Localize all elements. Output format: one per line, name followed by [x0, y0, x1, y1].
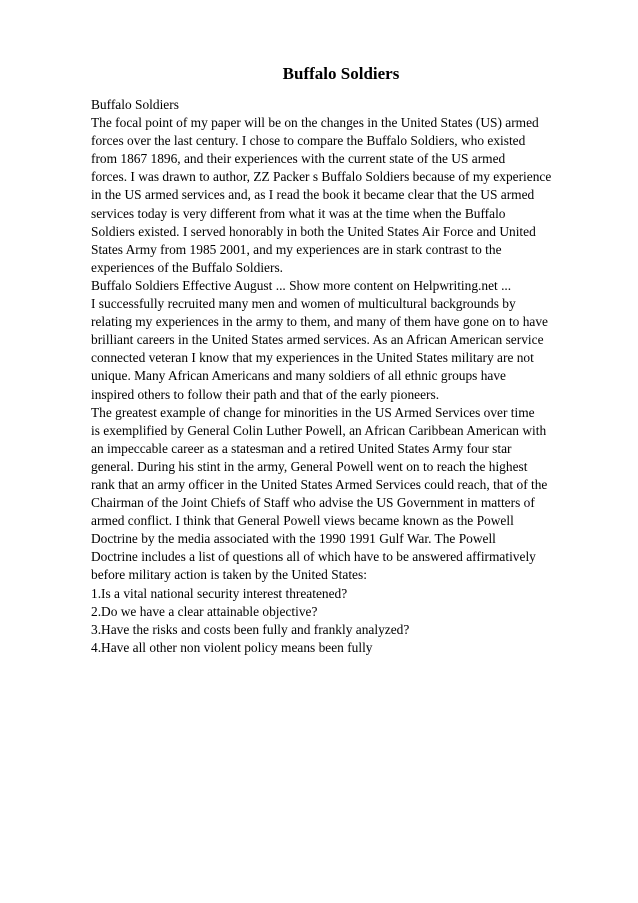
text-line: general. During his stint in the army, General Powell went on to reach the highest	[91, 458, 528, 474]
text-line: forces over the last century. I chose to compare the Buffalo Soldiers, who existed	[91, 133, 526, 149]
text-line: is exemplified by General Colin Luther Powell, an African Caribbean American with	[91, 422, 547, 438]
text-line: 3.Have the risks and costs been fully and frankly analyzed?	[91, 621, 410, 637]
text-line: Chairman of the Joint Chiefs of Staff who advise the US Government in matters of	[91, 495, 535, 511]
text-line: inspired others to follow their path and that of the early pioneers.	[91, 386, 440, 402]
text-line: The focal point of my paper will be on the changes in the United States (US) armed	[91, 115, 539, 131]
document-title: Buffalo Soldiers	[282, 64, 400, 83]
text-line: experiences of the Buffalo Soldiers.	[91, 259, 283, 275]
text-line: connected veteran I know that my experiences in the United States military are not	[91, 350, 534, 366]
text-line: forces. I was drawn to author, ZZ Packer s Buffalo Soldiers because of my experience	[91, 169, 552, 185]
text-line: from 1867 1896, and their experiences with the current state of the US armed	[91, 151, 506, 167]
text-line: I successfully recruited many men and women of multicultural backgrounds by	[91, 296, 516, 312]
text-line: an impeccable career as a statesman and a retired United States Army four star	[91, 440, 512, 456]
text-line: in the US armed services and, as I read the book it became clear that the US armed	[91, 187, 535, 203]
text-line: before military action is taken by the United States:	[91, 567, 367, 583]
text-line: States Army from 1985 2001, and my experiences are in stark contrast to the	[91, 241, 502, 257]
text-line: Soldiers existed. I served honorably in both the United States Air Force and United	[91, 223, 536, 239]
text-line: services today is very different from what it was at the time when the Buffalo	[91, 205, 506, 221]
text-line: rank that an army officer in the United States Armed Services could reach, that of the	[91, 476, 548, 492]
text-line: 4.Have all other non violent policy means been fully	[91, 639, 373, 655]
text-line: Doctrine includes a list of questions all of which have to be answered affirmatively	[91, 549, 536, 565]
text-line: relating my experiences in the army to them, and many of them have gone on to have	[91, 314, 548, 330]
text-line: Buffalo Soldiers Effective August ... Show more content on Helpwriting.net ...	[91, 277, 512, 293]
text-line: unique. Many African Americans and many soldiers of all ethnic groups have	[91, 368, 506, 384]
text-line: Buffalo Soldiers	[91, 97, 179, 112]
document-body	[91, 96, 601, 657]
text-line: armed conflict. I think that General Powell views became known as the Powell	[91, 513, 514, 529]
text-line: 2.Do we have a clear attainable objective?	[91, 603, 318, 619]
text-line: 1.Is a vital national security interest threatened?	[91, 585, 348, 601]
text-line: brilliant careers in the United States armed services. As an African American service	[91, 332, 544, 348]
text-line: The greatest example of change for minorities in the US Armed Services over time	[91, 404, 535, 420]
text-line: Doctrine by the media associated with the 1990 1991 Gulf War. The Powell	[91, 531, 496, 547]
